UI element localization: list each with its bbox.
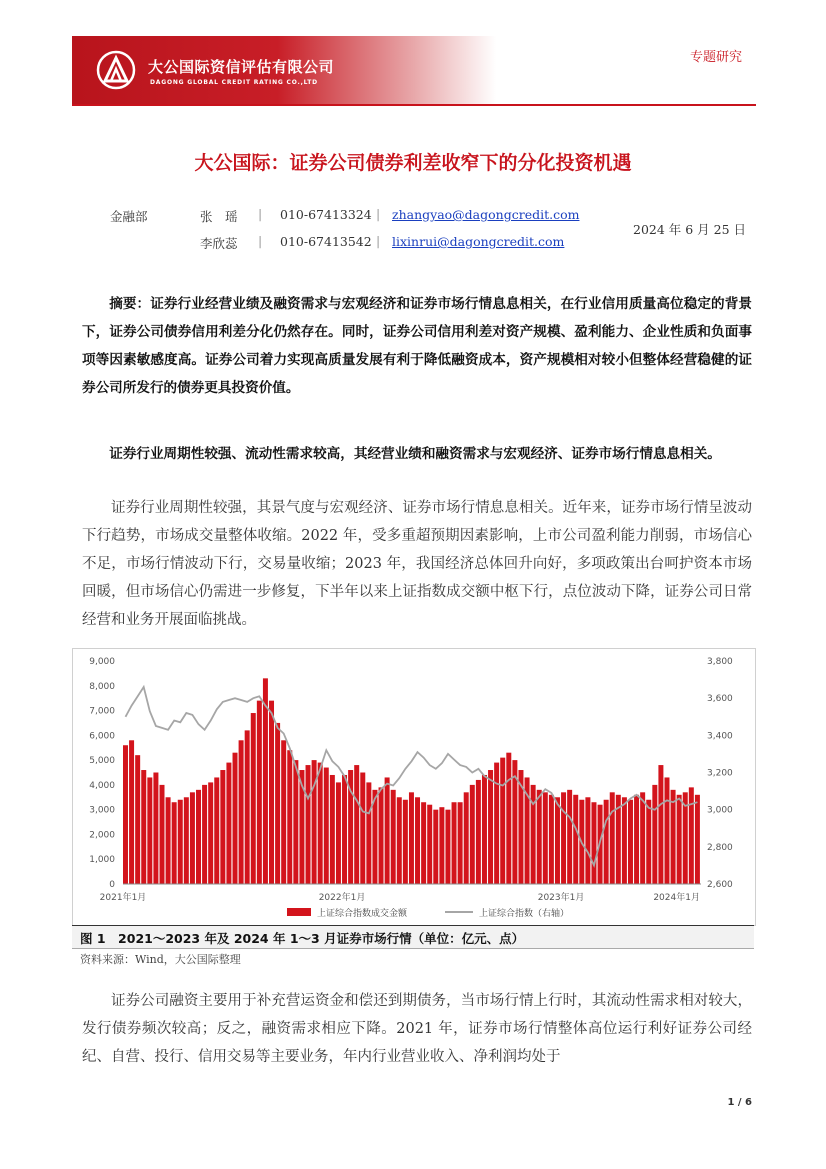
abstract-paragraph [82, 290, 752, 402]
x-axis-tick-label: 2021年1月 [99, 893, 147, 903]
volume-bar [226, 763, 231, 884]
volume-bar [135, 755, 140, 884]
separator: | [258, 206, 263, 221]
company-name-cn: 大公国际资信评估有限公司 [148, 58, 335, 76]
volume-bar [129, 740, 134, 884]
volume-bar [470, 785, 475, 884]
separator: | [258, 233, 263, 248]
separator: | [376, 206, 381, 221]
left-axis-tick-label: 7,000 [89, 706, 115, 717]
volume-bar [427, 805, 432, 884]
volume-bar [488, 770, 493, 884]
right-axis-tick-label: 2,800 [707, 842, 733, 853]
right-axis-tick-label: 3,200 [707, 768, 733, 779]
volume-bar [306, 765, 311, 884]
left-axis-tick-label: 5,000 [89, 756, 115, 767]
chart-legend [287, 907, 569, 919]
volume-bar [281, 740, 286, 884]
volume-bar [415, 797, 420, 884]
right-axis-tick-label: 3,400 [707, 731, 733, 742]
volume-bar [330, 775, 335, 884]
volume-bar [172, 802, 177, 884]
volume-bar [445, 810, 450, 884]
volume-bar [184, 797, 189, 884]
volume-bar [689, 787, 694, 884]
volume-bar [500, 758, 505, 884]
figure-caption-bar [72, 925, 754, 949]
author-name: 李欣蕊 [200, 236, 238, 251]
volume-bar [652, 785, 657, 884]
volume-bar [549, 795, 554, 884]
volume-bar [336, 782, 341, 884]
volume-bar [610, 792, 615, 884]
volume-bar [646, 800, 651, 884]
volume-bar [153, 773, 158, 885]
volume-bar [403, 800, 408, 884]
volume-bar [537, 790, 542, 884]
volume-bar [494, 763, 499, 884]
author-name: 张 瑶 [200, 209, 238, 224]
volume-bar [695, 795, 700, 884]
figure-caption: 图 1 2021～2023 年及 2024 年 1～3 月证券市场行情（单位：亿元、点） [80, 931, 525, 946]
right-axis-tick-label: 3,600 [707, 694, 733, 705]
left-axis-tick-label: 0 [109, 880, 115, 890]
volume-bar [245, 730, 250, 884]
volume-bar [433, 810, 438, 884]
report-date: 2024 年 6 月 25 日 [633, 222, 747, 237]
volume-bar [354, 765, 359, 884]
volume-bar [196, 790, 201, 884]
legend-swatch-bar [287, 908, 311, 916]
volume-bar [178, 800, 183, 884]
volume-bar [263, 678, 268, 884]
author-phone: 010-67413324 [280, 207, 372, 222]
volume-bar [385, 777, 390, 884]
left-axis-tick-label: 9,000 [89, 657, 115, 667]
chart-svg [73, 649, 755, 925]
volume-bar [543, 792, 548, 884]
abstract-label: 摘要： [109, 296, 151, 312]
x-axis-tick-label: 2023年1月 [537, 893, 585, 903]
volume-bar [604, 800, 609, 884]
volume-bar [658, 765, 663, 884]
left-axis-tick-label: 3,000 [89, 805, 115, 816]
header-divider [72, 104, 756, 106]
volume-bar [251, 713, 256, 884]
author-email-link[interactable]: lixinrui@dagongcredit.com [392, 234, 565, 249]
x-axis-tick-label: 2024年1月 [653, 893, 700, 903]
volume-bar [214, 777, 219, 884]
volume-bar [190, 792, 195, 884]
volume-bar [671, 790, 676, 884]
market-chart [72, 648, 756, 926]
legend-label-bar: 上证综合指数成交金额 [317, 909, 408, 919]
volume-bar [293, 760, 298, 884]
volume-bar [458, 802, 463, 884]
volume-bar [622, 797, 627, 884]
left-axis-tick-label: 4,000 [89, 780, 115, 791]
volume-bar [464, 792, 469, 884]
body-paragraph: 证券行业周期性较强，其景气度与宏观经济、证券市场行情息息相关。近年来，证券市场行情呈波动下行趋势，市场成交量整体收缩。2022 年，受多重超预期因素影响，上市公司盈利能力削弱，市场信心不足，市场行情波动下行，交易量收缩；2023 年，我国经济总体回升向好，多项政策出台呵护资本市场回暖，但市场信心仍需进一步修复，下半年以来上证指数成交额中枢下行，点位波动下降，证券公司日常经营和业务开展面临挑战。 [82, 500, 752, 628]
volume-bar [379, 787, 384, 884]
company-logo-icon [96, 50, 136, 90]
volume-bar [531, 785, 536, 884]
volume-bar [141, 770, 146, 884]
volume-bar [391, 790, 396, 884]
volume-bar [233, 753, 238, 884]
volume-bar [342, 775, 347, 884]
left-axis-tick-label: 2,000 [89, 830, 115, 841]
volume-bar [439, 807, 444, 884]
volume-bar [257, 701, 262, 884]
volume-bar [287, 750, 292, 884]
volume-bar [275, 723, 280, 884]
volume-bar [160, 785, 165, 884]
volume-bar [239, 740, 244, 884]
volume-bar [664, 777, 669, 884]
section-heading: 证券行业周期性较强、流动性需求较高，其经营业绩和融资需求与宏观经济、证券市场行情息息相关。 [109, 446, 721, 462]
volume-bar [166, 797, 171, 884]
right-axis-tick-label: 3,800 [707, 657, 733, 667]
right-axis-tick-label: 2,600 [707, 880, 733, 890]
volume-bar [397, 797, 402, 884]
volume-bar [640, 792, 645, 884]
volume-bar [677, 795, 682, 884]
volume-bar [634, 795, 639, 884]
volume-bar [318, 763, 323, 884]
volume-bar [561, 792, 566, 884]
abstract-text: 证券行业经营业绩及融资需求与宏观经济和证券市场行情息息相关，在行业信用质量高位稳定的背景下，证券公司债券信用利差分化仍然存在。同时，证券公司信用利差对资产规模、盈利能力、企业性质和负面事项等因素敏感度高。证券公司着力实现高质量发展有利于降低融资成本，资产规模相对较小但整体经营稳健的证券公司所发行的债券更具投资价值。 [82, 296, 753, 396]
left-axis-tick-label: 1,000 [89, 855, 115, 866]
volume-bar [452, 802, 457, 884]
left-axis-tick-label: 8,000 [89, 681, 115, 692]
author-phone: 010-67413542 [280, 234, 372, 249]
volume-bar [573, 795, 578, 884]
volume-bar [147, 777, 152, 884]
company-name-en: DAGONG GLOBAL CREDIT RATING CO.,LTD [150, 79, 318, 86]
bar-series-volume [123, 678, 700, 884]
volume-bar [208, 782, 213, 884]
separator: | [376, 233, 381, 248]
volume-bar [591, 802, 596, 884]
report-title: 大公国际：证券公司债券利差收窄下的分化投资机遇 [194, 152, 632, 174]
volume-bar [421, 802, 426, 884]
volume-bar [360, 773, 365, 885]
volume-bar [567, 790, 572, 884]
author-email-link[interactable]: zhangyao@dagongcredit.com [392, 207, 580, 222]
legend-label-line: 上证综合指数（右轴） [479, 909, 570, 919]
volume-bar [482, 775, 487, 884]
volume-bar [123, 745, 128, 884]
volume-bar [202, 785, 207, 884]
department-label: 金融部 [110, 209, 148, 224]
x-axis-tick-label: 2022年1月 [318, 893, 366, 903]
document-header [72, 36, 756, 104]
report-type-tag: 专题研究 [689, 50, 742, 65]
left-axis-tick-label: 6,000 [89, 731, 115, 742]
body-paragraph: 证券公司融资主要用于补充营运资金和偿还到期债务，当市场行情上行时，其流动性需求相对较大，发行债券频次较高；反之，融资需求相应下降。2021 年，证券市场行情整体高位运行利好证券公司经纪、自营、投行、信用交易等主要业务，年内行业营业收入、净利润均处于 [82, 993, 752, 1065]
volume-bar [555, 797, 560, 884]
volume-bar [506, 753, 511, 884]
volume-bar [628, 800, 633, 884]
volume-bar [366, 782, 371, 884]
volume-bar [324, 768, 329, 884]
volume-bar [269, 701, 274, 884]
volume-bar [220, 770, 225, 884]
page-number: 1 / 6 [727, 1097, 752, 1108]
right-axis-tick-label: 3,000 [707, 805, 733, 816]
volume-bar [476, 780, 481, 884]
volume-bar [409, 792, 414, 884]
figure-source: 资料来源：Wind，大公国际整理 [80, 953, 241, 966]
volume-bar [585, 797, 590, 884]
